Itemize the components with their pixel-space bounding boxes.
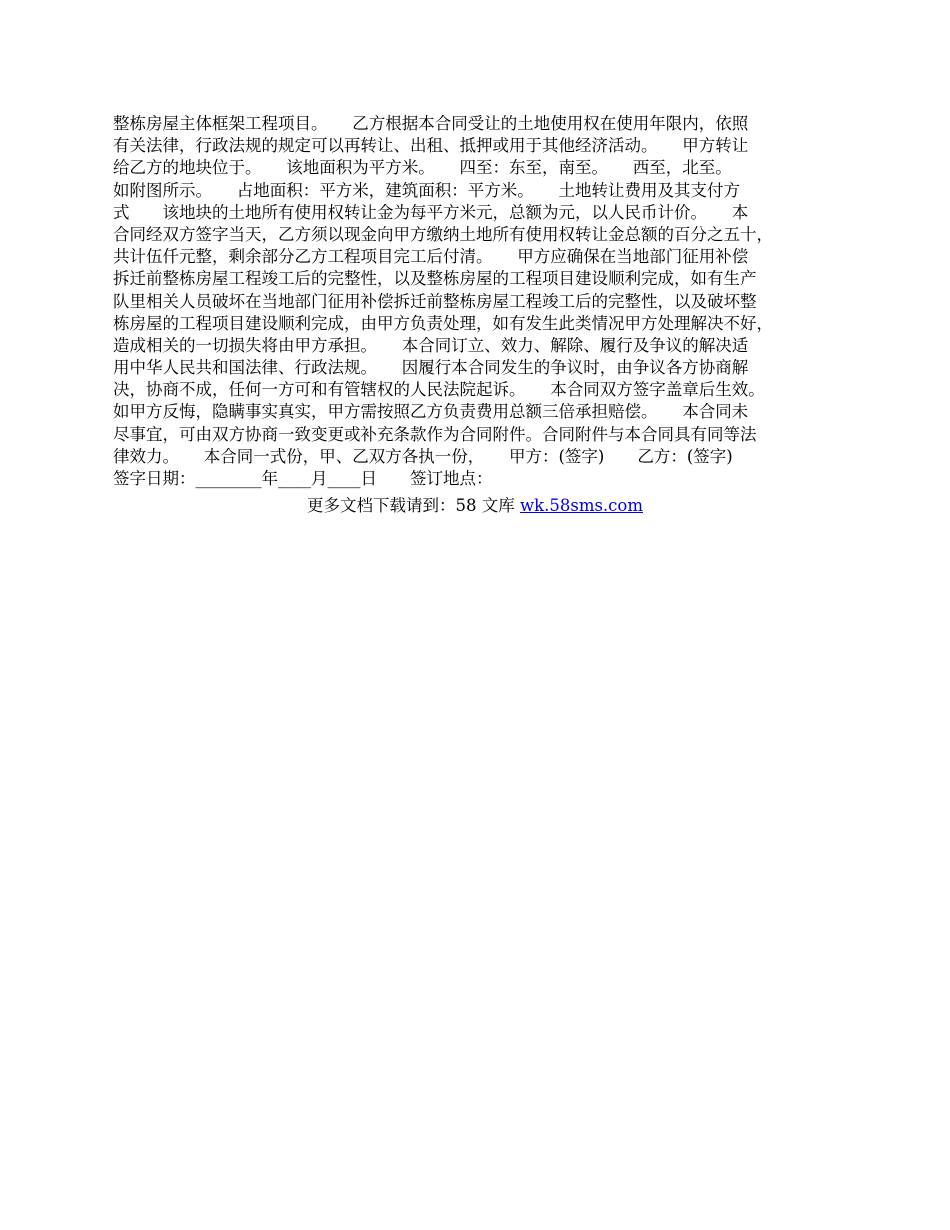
download-link[interactable]: wk.58sms.com xyxy=(519,496,643,515)
footer-text: 更多文档下载请到：58 文库 xyxy=(306,496,520,515)
contract-text-line: 尽事宜，可由双方协商一致变更或补充条款作为合同附件。合同附件与本合同具有同等法 xyxy=(113,424,757,444)
contract-text-line: 合同经双方签字当天，乙方须以现金向甲方缴纳土地所有使用权转让金总额的百分之五十， xyxy=(113,224,773,244)
contract-text-line: 有关法律，行政法规的规定可以再转让、出租、抵押或用于其他经济活动。 甲方转让 xyxy=(113,136,749,156)
contract-text-line: 如甲方反悔，隐瞒事实真实，甲方需按照乙方负责费用总额三倍承担赔偿。 本合同未 xyxy=(113,402,749,422)
contract-text-line: 式 该地块的土地所有使用权转让金为每平方米元，总额为元，以人民币计价。 本 xyxy=(113,202,749,222)
contract-body-text xyxy=(113,113,843,490)
download-footer xyxy=(0,495,950,517)
contract-text-line: 给乙方的地块位于。 该地面积为平方米。 四至：东至，南至。 西至，北至。 xyxy=(113,158,732,178)
contract-text-line: 如附图所示。 占地面积：平方米，建筑面积：平方米。 土地转让费用及其支付方 xyxy=(113,180,740,200)
contract-text-line: 决，协商不成，任何一方可和有管辖权的人民法院起诉。 本合同双方签字盖章后生效。 xyxy=(113,380,765,400)
contract-text-line: 造成相关的一切损失将由甲方承担。 本合同订立、效力、解除、履行及争议的解决适 xyxy=(113,335,749,355)
contract-text-line: 律效力。 本合同一式份，甲、乙双方各执一份， 甲方：(签字) 乙方：(签字) xyxy=(113,446,733,466)
contract-text-line: 拆迁前整栋房屋工程竣工后的完整性，以及整栋房屋的工程项目建设顺利完成，如有生产 xyxy=(113,269,757,289)
contract-text-line: 整栋房屋主体框架工程项目。 乙方根据本合同受让的土地使用权在使用年限内，依照 xyxy=(113,114,749,133)
signature-date-line: 签字日期：________年____月____日 签订地点： xyxy=(113,469,493,488)
contract-text-line: 用中华人民共和国法律、行政法规。 因履行本合同发生的争议时，由争议各方协商解 xyxy=(113,358,749,378)
contract-text-line: 栋房屋的工程项目建设顺利完成，由甲方负责处理，如有发生此类情况甲方处理解决不好， xyxy=(113,313,773,333)
contract-text-line: 共计伍仟元整，剩余部分乙方工程项目完工后付清。 甲方应确保在当地部门征用补偿 xyxy=(113,247,749,267)
contract-text-line: 队里相关人员破坏在当地部门征用补偿拆迁前整栋房屋工程竣工后的完整性，以及破坏整 xyxy=(113,291,757,311)
